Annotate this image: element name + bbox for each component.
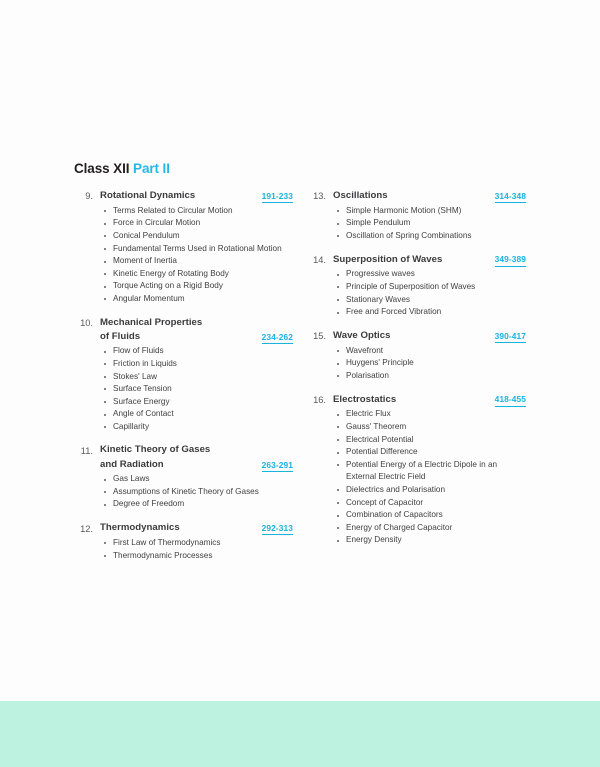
topic-item[interactable] bbox=[103, 537, 293, 550]
topic-line: Conical Pendulum bbox=[113, 230, 180, 240]
topic-line: Flow of Fluids bbox=[113, 346, 164, 356]
footer-color-band bbox=[0, 701, 600, 767]
topic-list bbox=[74, 537, 293, 562]
chapter-title-wrap bbox=[326, 253, 526, 267]
chapter-title-line: of Fluids bbox=[100, 330, 141, 342]
chapter-number: 12. bbox=[80, 523, 93, 534]
topic-item[interactable] bbox=[103, 371, 293, 384]
chapter-header[interactable] bbox=[307, 393, 526, 408]
chapter-number: 14. bbox=[313, 255, 326, 266]
topic-item[interactable] bbox=[103, 396, 293, 409]
chapter-header[interactable] bbox=[74, 443, 293, 472]
topic-line: Oscillation of Spring Combinations bbox=[346, 230, 472, 240]
topic-line: External Electric Field bbox=[346, 472, 426, 482]
topic-item[interactable] bbox=[336, 230, 526, 243]
chapter-number: 13. bbox=[313, 191, 326, 202]
topic-line: Energy Density bbox=[346, 535, 402, 545]
chapter-title-line: and Radiation bbox=[100, 458, 164, 470]
topic-item[interactable] bbox=[103, 550, 293, 563]
chapter-title-wrap bbox=[326, 189, 526, 203]
topic-line: Combination of Capacitors bbox=[346, 510, 443, 520]
topic-line: Angular Momentum bbox=[113, 293, 185, 303]
topic-item[interactable] bbox=[336, 281, 526, 294]
topic-line: Stokes' Law bbox=[113, 371, 157, 381]
topic-line: Thermodynamic Processes bbox=[113, 550, 213, 560]
chapter-number: 15. bbox=[313, 331, 326, 342]
topic-list bbox=[74, 205, 293, 306]
topic-item[interactable] bbox=[103, 243, 293, 256]
topic-line: Principle of Superposition of Waves bbox=[346, 282, 476, 292]
topic-item[interactable] bbox=[336, 408, 526, 421]
toc-columns bbox=[74, 189, 526, 562]
toc-column bbox=[307, 189, 526, 547]
topic-line: Friction in Liquids bbox=[113, 358, 177, 368]
topic-line: Gauss' Theorem bbox=[346, 422, 407, 431]
chapter-entry bbox=[74, 189, 293, 306]
page-title-class: Class XII bbox=[74, 161, 130, 176]
topic-item[interactable] bbox=[336, 509, 526, 522]
topic-line: Torque Acting on a Rigid Body bbox=[113, 281, 223, 291]
topic-item[interactable] bbox=[103, 421, 293, 434]
chapter-page-range-link[interactable]: 390-417 bbox=[495, 330, 526, 344]
page-title-part: Part II bbox=[133, 161, 170, 176]
chapter-title-wrap bbox=[93, 316, 293, 345]
topic-item[interactable] bbox=[103, 255, 293, 268]
chapter-entry bbox=[74, 521, 293, 562]
chapter-title-wrap bbox=[326, 329, 526, 343]
chapter-title-line: Rotational Dynamics bbox=[100, 189, 196, 201]
topic-line: Degree of Freedom bbox=[113, 499, 185, 509]
topic-line: Capillarity bbox=[113, 421, 150, 431]
topic-item[interactable] bbox=[103, 293, 293, 306]
chapter-page-range-link[interactable]: 314-348 bbox=[495, 190, 526, 204]
topic-line: Electrical Potential bbox=[346, 434, 414, 444]
chapter-title-wrap bbox=[93, 443, 293, 472]
topic-item[interactable] bbox=[103, 217, 293, 230]
topic-list bbox=[74, 345, 293, 433]
topic-list bbox=[307, 345, 526, 383]
topic-item[interactable] bbox=[103, 205, 293, 218]
topic-list bbox=[307, 268, 526, 318]
topic-line: Huygens' Principle bbox=[346, 358, 414, 368]
topic-item[interactable] bbox=[103, 230, 293, 243]
chapter-page-range-link[interactable]: 349-389 bbox=[495, 253, 526, 267]
topic-item[interactable] bbox=[103, 383, 293, 396]
chapter-page-range-link[interactable]: 263-291 bbox=[262, 459, 293, 473]
topic-item[interactable] bbox=[336, 370, 526, 383]
topic-line: Free and Forced Vibration bbox=[346, 307, 442, 317]
topic-item[interactable] bbox=[103, 280, 293, 293]
topic-line: Stationary Waves bbox=[346, 294, 411, 304]
topic-list bbox=[307, 205, 526, 243]
topic-item[interactable] bbox=[336, 446, 526, 459]
topic-line: Simple Pendulum bbox=[346, 218, 411, 228]
topic-item[interactable] bbox=[336, 217, 526, 230]
chapter-number: 10. bbox=[80, 318, 93, 328]
chapter-number: 16. bbox=[313, 395, 326, 405]
topic-item[interactable] bbox=[103, 498, 293, 511]
topic-item[interactable] bbox=[336, 497, 526, 510]
chapter-entry bbox=[74, 316, 293, 434]
topic-item[interactable] bbox=[336, 306, 526, 319]
topic-item[interactable] bbox=[336, 294, 526, 307]
chapter-title-line: Oscillations bbox=[333, 189, 388, 201]
topic-line: Gas Laws bbox=[113, 474, 150, 484]
toc-column bbox=[74, 189, 293, 562]
topic-line: Force in Circular Motion bbox=[113, 218, 201, 228]
page-title bbox=[74, 162, 526, 177]
chapter-entry bbox=[307, 253, 526, 319]
topic-line: Angle of Contact bbox=[113, 409, 174, 419]
topic-item[interactable] bbox=[103, 358, 293, 371]
chapter-title-line: Mechanical Properties bbox=[100, 316, 203, 328]
chapter-header[interactable] bbox=[74, 521, 293, 536]
chapter-title-wrap bbox=[93, 189, 293, 203]
topic-line: Surface Energy bbox=[113, 396, 170, 406]
chapter-number: 9. bbox=[85, 191, 93, 202]
chapter-title-line: Kinetic Theory of Gases bbox=[100, 444, 211, 456]
chapter-page-range-link[interactable]: 418-455 bbox=[495, 393, 526, 407]
chapter-page-range-link[interactable]: 292-313 bbox=[262, 522, 293, 536]
topic-line: Moment of Inertia bbox=[113, 256, 177, 266]
chapter-entry bbox=[307, 329, 526, 383]
chapter-title-line: Electrostatics bbox=[333, 393, 397, 405]
topic-item[interactable] bbox=[103, 408, 293, 421]
chapter-title-line: Wave Optics bbox=[333, 329, 391, 341]
topic-item[interactable] bbox=[336, 268, 526, 281]
chapter-header[interactable] bbox=[307, 189, 526, 204]
chapter-header[interactable] bbox=[74, 189, 293, 204]
chapter-title-wrap bbox=[326, 393, 526, 407]
chapter-title-line: Superposition of Waves bbox=[333, 253, 443, 265]
topic-item[interactable] bbox=[103, 345, 293, 358]
topic-item[interactable] bbox=[336, 434, 526, 447]
chapter-title-wrap bbox=[93, 521, 293, 535]
chapter-page-range-link[interactable]: 234-262 bbox=[262, 331, 293, 345]
topic-line: Assumptions of Kinetic Theory of Gases bbox=[113, 486, 259, 496]
topic-item[interactable] bbox=[336, 522, 526, 535]
chapter-entry bbox=[74, 443, 293, 511]
chapter-page-range-link[interactable]: 191-233 bbox=[262, 190, 293, 204]
topic-item[interactable] bbox=[103, 268, 293, 281]
topic-line: Simple Harmonic Motion (SHM) bbox=[346, 205, 462, 215]
topic-line: Dielectrics and Polarisation bbox=[346, 484, 446, 494]
topic-line: Potential Energy of a Electric Dipole in an bbox=[346, 459, 498, 469]
chapter-entry bbox=[307, 393, 526, 547]
chapter-header[interactable] bbox=[74, 316, 293, 345]
chapter-header[interactable] bbox=[307, 329, 526, 344]
toc-content bbox=[74, 162, 526, 562]
topic-item[interactable] bbox=[336, 534, 526, 547]
topic-item[interactable] bbox=[336, 459, 526, 484]
topic-item[interactable] bbox=[336, 205, 526, 218]
topic-list bbox=[307, 408, 526, 547]
topic-item[interactable] bbox=[103, 486, 293, 499]
topic-line: Kinetic Energy of Rotating Body bbox=[113, 268, 229, 278]
topic-item[interactable] bbox=[103, 473, 293, 486]
topic-item[interactable] bbox=[336, 345, 526, 358]
topic-line: Concept of Capacitor bbox=[346, 497, 424, 507]
topic-list bbox=[74, 473, 293, 511]
topic-line: Potential Difference bbox=[346, 447, 418, 457]
topic-item[interactable] bbox=[336, 421, 526, 434]
topic-line: Terms Related to Circular Motion bbox=[113, 205, 233, 215]
topic-item[interactable] bbox=[336, 484, 526, 497]
chapter-title-line: Thermodynamics bbox=[100, 522, 180, 534]
chapter-header[interactable] bbox=[307, 253, 526, 268]
topic-line: First Law of Thermodynamics bbox=[113, 537, 221, 547]
topic-item[interactable] bbox=[336, 357, 526, 370]
topic-line: Energy of Charged Capacitor bbox=[346, 522, 453, 532]
topic-line: Polarisation bbox=[346, 370, 389, 380]
topic-line: Fundamental Terms Used in Rotational Motion bbox=[113, 243, 282, 253]
chapter-number: 11. bbox=[80, 445, 93, 456]
topic-line: Wavefront bbox=[346, 345, 384, 355]
topic-line: Surface Tension bbox=[113, 384, 172, 394]
topic-line: Electric Flux bbox=[346, 409, 391, 419]
chapter-entry bbox=[307, 189, 526, 243]
topic-line: Progressive waves bbox=[346, 269, 415, 279]
